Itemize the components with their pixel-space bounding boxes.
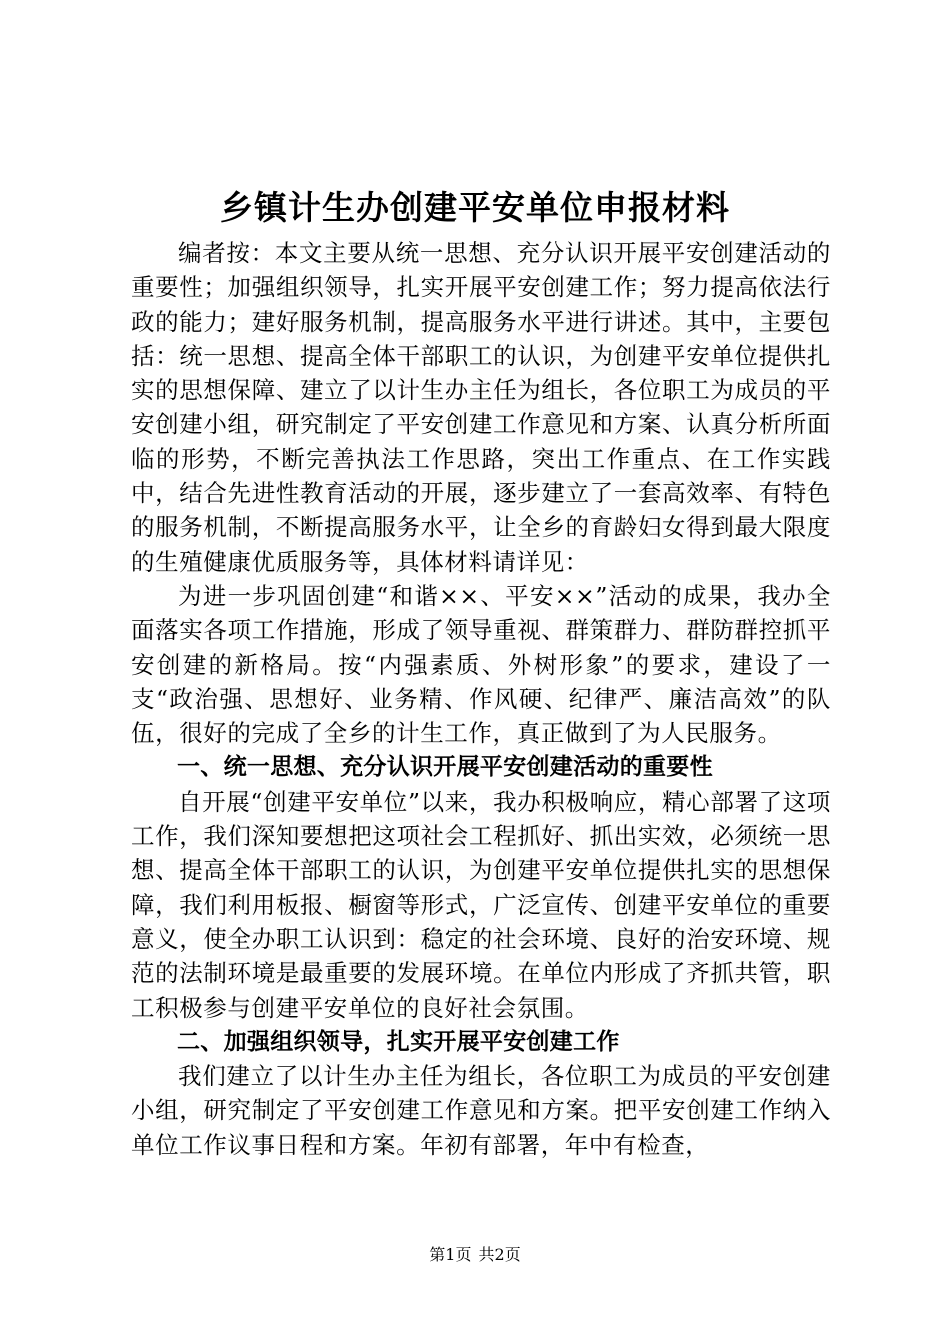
section-heading-2: 二、加强组织领导，扎实开展平安创建工作 (177, 1028, 620, 1055)
page-number: 第1页 (429, 1245, 472, 1264)
editor-note-paragraph: 编者按：本文主要从统一思想、充分认识开展平安创建活动的重要性；加强组织领导，扎实开展平安创建工作；努力提高依法行政的能力；建好服务机制，提高服务水平进行讲述。其中，主要包括：统一思想、提高全体干部职工的认识，为创建平安单位提供扎实的思想保障、建立了以计生办主任为组长，各位职工为成员的平安创建小组，研究制定了平安创建工作意见和方案、认真分析所面临的形势，不断完善执法工作思路，突出工作重点、在工作实践中，结合先进性教育活动的开展，逐步建立了一套高效率、有特色的服务机制，不断提高服务水平，让全乡的育龄妇女得到最大限度的生殖健康优质服务等，具体材料请详见： (131, 239, 831, 576)
section-1-paragraph: 自开展“创建平安单位”以来，我办积极响应，精心部署了这项工作，我们深知要想把这项社会工程抓好、抓出实效，必须统一思想、提高全体干部职工的认识，为创建平安单位提供扎实的思想保障，我们利用板报、橱窗等形式，广泛宣传、创建平安单位的重要意义，使全办职工认识到：稳定的社会环境、良好的治安环境、规范的法制环境是最重要的发展环境。在单位内形成了齐抓共管，职工积极参与创建平安单位的良好社会氛围。 (131, 787, 831, 1022)
page-total: 共2页 (478, 1245, 521, 1264)
document-title: 乡镇计生办创建平安单位申报材料 (220, 188, 730, 227)
section-heading-1: 一、统一思想、充分认识开展平安创建活动的重要性 (177, 754, 713, 781)
intro-paragraph: 为进一步巩固创建“和谐××、平安××”活动的成果，我办全面落实各项工作措施，形成了领导重视、群策群力、群防群控抓平安创建的新格局。按“内强素质、外树形象”的要求，建设了一支“政治强、思想好、业务精、作风硬、纪律严、廉洁高效”的队伍，很好的完成了全乡的计生工作，真正做到了为人民服务。 (131, 581, 831, 748)
document-body (131, 236, 831, 1162)
section-2-paragraph: 我们建立了以计生办主任为组长，各位职工为成员的平安创建小组，研究制定了平安创建工作意见和方案。把平安创建工作纳入单位工作议事日程和方案。年初有部署，年中有检查， (131, 1062, 831, 1159)
page-footer (0, 1244, 950, 1266)
